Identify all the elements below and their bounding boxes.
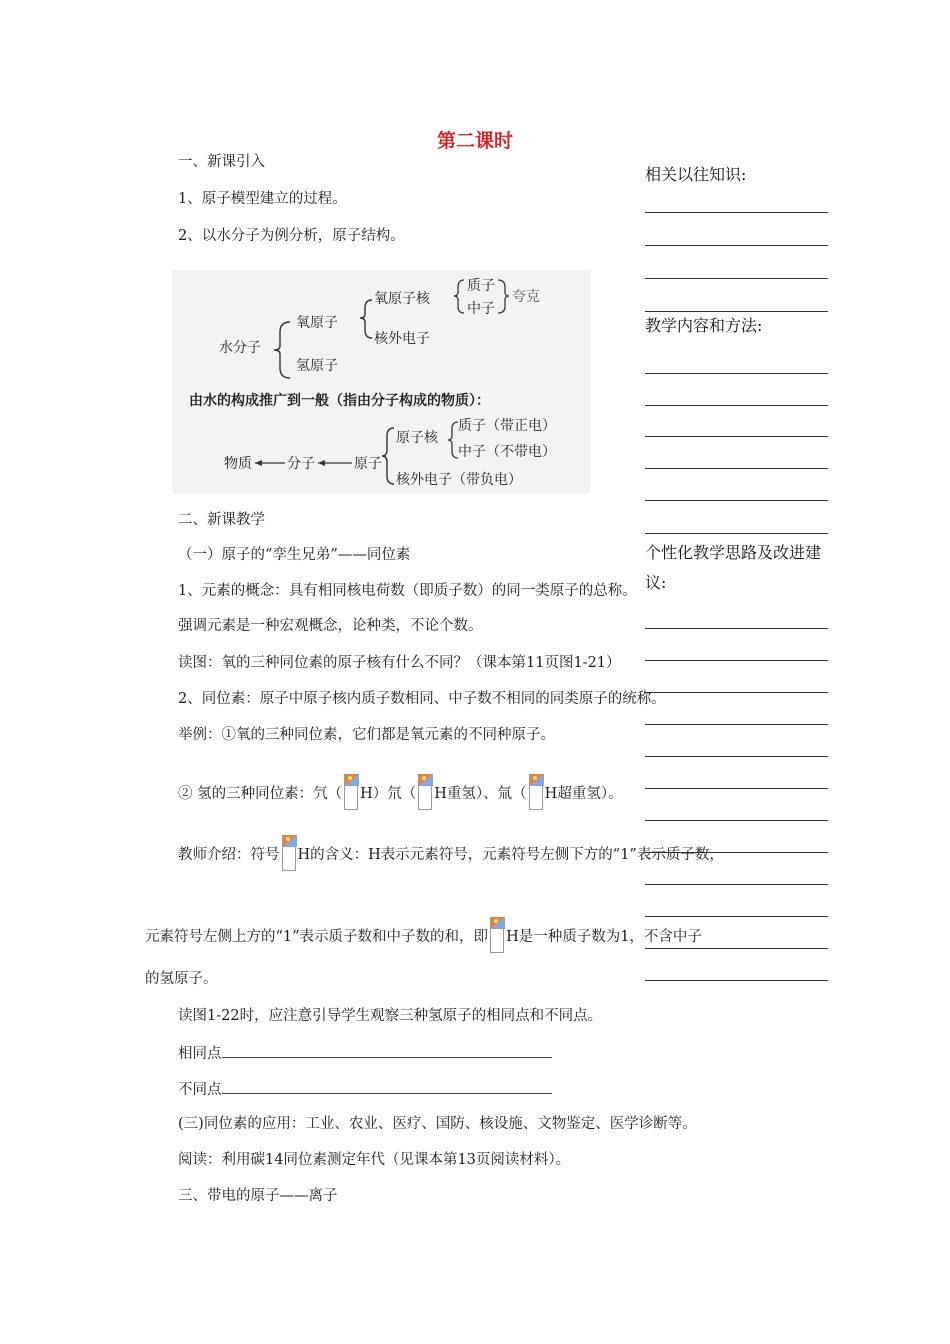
note-line — [645, 468, 828, 469]
text-protium: H）氘（ — [360, 786, 417, 802]
text-hydrogen-isotopes-intro: ② 氢的三种同位素：氕（ — [178, 786, 343, 802]
isotope-symbol-icon — [419, 774, 433, 786]
note-line — [645, 405, 828, 406]
text-teacher-intro-b: H的含义：H表示元素符号，元素符号左侧下方的“1”表示质子数， — [297, 847, 724, 863]
isotope-symbol-icon — [530, 774, 544, 786]
text-mass-number-b: H是一种质子数为1，不含中子 — [506, 929, 702, 945]
diagram-generalize-line: 由水的构成推广到一般（指由分子构成的物质）： — [189, 393, 490, 409]
different-label: 不同点 — [178, 1082, 222, 1098]
same-answer-blank[interactable] — [222, 1043, 552, 1058]
note-line — [645, 278, 828, 279]
note-line — [645, 692, 828, 693]
isotope-symbol-image — [282, 835, 296, 871]
diagram-oxygen-atom: 氧原子 — [296, 315, 338, 331]
paragraph-read-figure: 读图：氧的三种同位素的原子核有什么不同？（课本第11页图1-21） — [178, 655, 621, 671]
paragraph-mass-number — [145, 917, 702, 953]
diagram-molecule: 分子 — [287, 456, 315, 472]
paragraph-example-hydrogen — [178, 774, 623, 810]
note-line — [645, 628, 828, 629]
diagram-proton-charge: 质子（带正电） — [458, 418, 556, 434]
note-line — [645, 500, 828, 501]
note-line — [645, 724, 828, 725]
isotope-symbol-image — [529, 774, 543, 810]
note-line — [645, 756, 828, 757]
fill-in-different — [178, 1079, 552, 1099]
text-tritium: H超重氢）。 — [544, 786, 623, 802]
diagram-nucleus: 原子核 — [396, 430, 438, 446]
subheading-isotopes: （一）原子的“孪生兄弟”——同位素 — [178, 547, 411, 563]
section-heading-teaching: 二、新课教学 — [178, 512, 265, 528]
text-deuterium: H重氢）、氚（ — [434, 786, 527, 802]
diagram-extranuclear-electrons: 核外电子 — [374, 331, 430, 347]
diagram-hydrogen-atom: 氢原子 — [296, 358, 338, 374]
paragraph-example-oxygen: 举例：①氧的三种同位素，它们都是氧元素的不同种原子。 — [178, 727, 555, 743]
same-label: 相同点 — [178, 1046, 222, 1062]
note-line — [645, 373, 828, 374]
paragraph-read-figure-122: 读图1-22时，应注意引导学生观察三种氢原子的相同点和不同点。 — [178, 1008, 603, 1024]
paragraph-emphasis: 强调元素是一种宏观概念，论种类，不论个数。 — [178, 618, 483, 634]
diagram-substance: 物质 — [224, 456, 252, 472]
note-line — [645, 980, 828, 981]
paragraph-isotope-applications: (三)同位素的应用：工业、农业、医疗、国防、核设施、文物鉴定、医学诊断等。 — [178, 1116, 697, 1132]
isotope-symbol-icon — [345, 774, 359, 786]
section-heading-intro: 一、新课引入 — [178, 154, 265, 170]
sidebar-heading-prior-knowledge: 相关以往知识: — [645, 165, 747, 184]
note-line — [645, 212, 828, 213]
isotope-symbol-image — [344, 774, 358, 810]
atom-structure-diagram — [172, 270, 590, 494]
isotope-symbol-image — [418, 774, 432, 810]
diagram-electron-charge: 核外电子（带负电） — [396, 472, 522, 488]
note-line — [645, 884, 828, 885]
note-line — [645, 533, 828, 534]
isotope-symbol-icon — [283, 835, 297, 847]
paragraph-teacher-intro — [178, 835, 724, 871]
paragraph-carbon14: 阅读：利用碳14同位素测定年代（见课本第13页阅读材料）。 — [178, 1152, 571, 1168]
note-line — [645, 245, 828, 246]
text-teacher-intro-a: 教师介绍：符号 — [178, 847, 280, 863]
section-heading-ions: 三、带电的原子——离子 — [178, 1188, 338, 1204]
sidebar-heading-suggestions: 个性化教学思路及改进建议: — [645, 543, 822, 592]
sidebar-heading-content-methods: 教学内容和方法: — [645, 316, 763, 335]
page-title: 第二课时 — [436, 130, 513, 152]
diagram-atom: 原子 — [354, 456, 382, 472]
fill-in-same — [178, 1043, 552, 1063]
paragraph-isotope-definition: 2、同位素：原子中原子核内质子数相同、中子数不相同的同类原子的统称。 — [178, 691, 666, 707]
diagram-oxygen-nucleus: 氧原子核 — [374, 291, 430, 307]
different-answer-blank[interactable] — [222, 1079, 552, 1094]
isotope-symbol-icon — [491, 917, 505, 929]
diagram-neutron-charge: 中子（不带电） — [458, 444, 556, 460]
note-line — [645, 820, 828, 821]
diagram-quark: 夸克 — [512, 289, 540, 305]
diagram-water-molecule: 水分子 — [219, 340, 261, 356]
intro-item-2: 2、以水分子为例分析，原子结构。 — [178, 228, 405, 244]
intro-item-1: 1、原子模型建立的过程。 — [178, 191, 347, 207]
note-line — [645, 311, 828, 312]
note-line — [645, 788, 828, 789]
diagram-proton: 质子 — [467, 278, 495, 294]
note-line — [645, 660, 828, 661]
note-line — [645, 436, 828, 437]
paragraph-hydrogen-atom: 的氢原子。 — [145, 971, 218, 987]
isotope-symbol-image — [490, 917, 504, 953]
text-mass-number-a: 元素符号左侧上方的“1”表示质子数和中子数的和，即 — [145, 929, 489, 945]
diagram-neutron: 中子 — [467, 301, 495, 317]
paragraph-element-concept: 1、元素的概念：具有相同核电荷数（即质子数）的同一类原子的总称。 — [178, 583, 637, 599]
